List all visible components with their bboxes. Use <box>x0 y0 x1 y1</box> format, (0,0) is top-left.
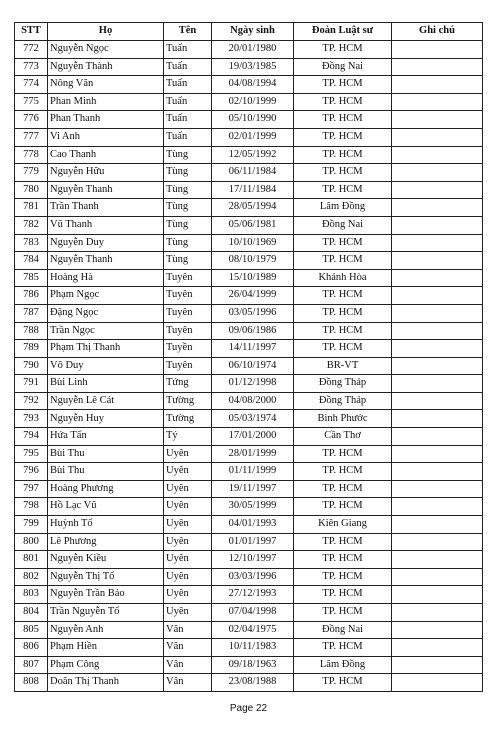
cell-stt: 801 <box>15 551 48 569</box>
cell-ho: Đặng Ngọc <box>48 304 164 322</box>
cell-ten: Vân <box>164 656 212 674</box>
cell-ten: Tuấn <box>164 128 212 146</box>
table-row <box>15 304 483 322</box>
table-row <box>15 516 483 534</box>
cell-ngay-sinh: 07/04/1998 <box>212 604 294 622</box>
table-row <box>15 656 483 674</box>
cell-ho: Lê Phương <box>48 533 164 551</box>
cell-doan-luat-su: TP. HCM <box>294 164 392 182</box>
cell-ghi-chu <box>392 639 483 657</box>
cell-ten: Vân <box>164 674 212 692</box>
cell-doan-luat-su: Khánh Hòa <box>294 269 392 287</box>
cell-doan-luat-su: TP. HCM <box>294 604 392 622</box>
table-row <box>15 445 483 463</box>
cell-ten: Uyên <box>164 445 212 463</box>
cell-ghi-chu <box>392 463 483 481</box>
cell-doan-luat-su: TP. HCM <box>294 568 392 586</box>
cell-stt: 808 <box>15 674 48 692</box>
cell-ho: Nguyễn Duy <box>48 234 164 252</box>
cell-stt: 773 <box>15 58 48 76</box>
cell-ho: Phan Minh <box>48 93 164 111</box>
cell-ten: Uyên <box>164 586 212 604</box>
cell-ghi-chu <box>392 375 483 393</box>
cell-stt: 785 <box>15 269 48 287</box>
cell-ten: Uyên <box>164 551 212 569</box>
cell-ten: Uyên <box>164 516 212 534</box>
cell-ngay-sinh: 23/08/1988 <box>212 674 294 692</box>
cell-stt: 800 <box>15 533 48 551</box>
cell-ghi-chu <box>392 181 483 199</box>
cell-stt: 772 <box>15 41 48 59</box>
cell-stt: 788 <box>15 322 48 340</box>
cell-ngay-sinh: 04/08/1994 <box>212 76 294 94</box>
cell-ten: Uyên <box>164 533 212 551</box>
table-row <box>15 375 483 393</box>
cell-stt: 787 <box>15 304 48 322</box>
cell-ghi-chu <box>392 287 483 305</box>
cell-ho: Nguyễn Thị Tố <box>48 568 164 586</box>
cell-ghi-chu <box>392 480 483 498</box>
cell-ngay-sinh: 03/03/1996 <box>212 568 294 586</box>
cell-ghi-chu <box>392 252 483 270</box>
table-row <box>15 533 483 551</box>
cell-doan-luat-su: TP. HCM <box>294 41 392 59</box>
cell-ho: Trần Thanh <box>48 199 164 217</box>
cell-ho: Nguyễn Ngọc <box>48 41 164 59</box>
cell-stt: 781 <box>15 199 48 217</box>
cell-stt: 793 <box>15 410 48 428</box>
cell-stt: 805 <box>15 621 48 639</box>
cell-ho: Hứa Tấn <box>48 428 164 446</box>
cell-ten: Tuyền <box>164 340 212 358</box>
cell-ten: Uyên <box>164 498 212 516</box>
cell-ho: Phạm Công <box>48 656 164 674</box>
cell-stt: 777 <box>15 128 48 146</box>
cell-ngay-sinh: 02/01/1999 <box>212 128 294 146</box>
header-ghi-chu: Ghi chú <box>392 23 483 41</box>
cell-ghi-chu <box>392 41 483 59</box>
cell-ho: Vũ Thanh <box>48 216 164 234</box>
table-row <box>15 480 483 498</box>
cell-doan-luat-su: TP. HCM <box>294 252 392 270</box>
cell-ten: Uyên <box>164 480 212 498</box>
cell-ten: Tuyên <box>164 304 212 322</box>
cell-ho: Nguyễn Lê Cát <box>48 392 164 410</box>
cell-ho: Nguyễn Thanh <box>48 181 164 199</box>
cell-ho: Phan Thanh <box>48 111 164 129</box>
cell-ghi-chu <box>392 216 483 234</box>
cell-doan-luat-su: TP. HCM <box>294 146 392 164</box>
cell-ho: Hoàng Phương <box>48 480 164 498</box>
cell-ngay-sinh: 06/10/1974 <box>212 357 294 375</box>
table-row <box>15 392 483 410</box>
cell-ho: Hồ Lạc Vũ <box>48 498 164 516</box>
cell-ngay-sinh: 01/11/1999 <box>212 463 294 481</box>
cell-stt: 774 <box>15 76 48 94</box>
cell-stt: 790 <box>15 357 48 375</box>
cell-stt: 796 <box>15 463 48 481</box>
cell-ngay-sinh: 17/11/1984 <box>212 181 294 199</box>
header-stt: STT <box>15 23 48 41</box>
header-ten: Tên <box>164 23 212 41</box>
cell-ho: Nguyễn Thành <box>48 58 164 76</box>
cell-doan-luat-su: TP. HCM <box>294 111 392 129</box>
cell-ghi-chu <box>392 322 483 340</box>
cell-ngay-sinh: 14/11/1997 <box>212 340 294 358</box>
table-row <box>15 357 483 375</box>
table-row <box>15 41 483 59</box>
table-row <box>15 340 483 358</box>
cell-doan-luat-su: Cần Thơ <box>294 428 392 446</box>
cell-ghi-chu <box>392 234 483 252</box>
cell-ho: Phạm Ngọc <box>48 287 164 305</box>
cell-ghi-chu <box>392 516 483 534</box>
table-row <box>15 551 483 569</box>
cell-ngay-sinh: 02/04/1975 <box>212 621 294 639</box>
cell-doan-luat-su: TP. HCM <box>294 674 392 692</box>
cell-ghi-chu <box>392 58 483 76</box>
cell-ho: Hoàng Hà <box>48 269 164 287</box>
cell-ngay-sinh: 01/01/1997 <box>212 533 294 551</box>
cell-ten: Tùng <box>164 252 212 270</box>
cell-ghi-chu <box>392 146 483 164</box>
cell-ho: Huỳnh Tố <box>48 516 164 534</box>
cell-ten: Tý <box>164 428 212 446</box>
table-row <box>15 674 483 692</box>
cell-doan-luat-su: TP. HCM <box>294 181 392 199</box>
cell-stt: 797 <box>15 480 48 498</box>
cell-stt: 799 <box>15 516 48 534</box>
cell-ngay-sinh: 04/08/2000 <box>212 392 294 410</box>
cell-ho: Bùi Thu <box>48 463 164 481</box>
cell-ngay-sinh: 19/11/1997 <box>212 480 294 498</box>
cell-stt: 783 <box>15 234 48 252</box>
cell-stt: 794 <box>15 428 48 446</box>
cell-stt: 778 <box>15 146 48 164</box>
cell-ghi-chu <box>392 410 483 428</box>
cell-ghi-chu <box>392 76 483 94</box>
cell-ten: Uyên <box>164 604 212 622</box>
table-row <box>15 199 483 217</box>
cell-stt: 806 <box>15 639 48 657</box>
cell-stt: 804 <box>15 604 48 622</box>
cell-doan-luat-su: BR-VT <box>294 357 392 375</box>
cell-ngay-sinh: 05/03/1974 <box>212 410 294 428</box>
cell-stt: 798 <box>15 498 48 516</box>
cell-ngay-sinh: 06/11/1984 <box>212 164 294 182</box>
cell-ngay-sinh: 03/05/1996 <box>212 304 294 322</box>
cell-ngay-sinh: 17/01/2000 <box>212 428 294 446</box>
header-ho: Họ <box>48 23 164 41</box>
table-row <box>15 128 483 146</box>
cell-doan-luat-su: Đồng Nai <box>294 58 392 76</box>
cell-ngay-sinh: 28/05/1994 <box>212 199 294 217</box>
cell-doan-luat-su: TP. HCM <box>294 445 392 463</box>
cell-doan-luat-su: TP. HCM <box>294 128 392 146</box>
cell-ghi-chu <box>392 357 483 375</box>
cell-ho: Phạm Thị Thanh <box>48 340 164 358</box>
cell-ten: Tuyên <box>164 357 212 375</box>
cell-ten: Tuấn <box>164 111 212 129</box>
table-row <box>15 234 483 252</box>
lawyer-roster-table <box>14 22 483 692</box>
cell-doan-luat-su: TP. HCM <box>294 480 392 498</box>
cell-doan-luat-su: Đồng Nai <box>294 216 392 234</box>
cell-doan-luat-su: Kiên Giang <box>294 516 392 534</box>
cell-ten: Tùng <box>164 181 212 199</box>
cell-ghi-chu <box>392 568 483 586</box>
cell-doan-luat-su: Lâm Đồng <box>294 199 392 217</box>
cell-doan-luat-su: TP. HCM <box>294 463 392 481</box>
table-row <box>15 93 483 111</box>
table-row <box>15 410 483 428</box>
cell-ten: Tuyên <box>164 269 212 287</box>
cell-ho: Nguyễn Huy <box>48 410 164 428</box>
table-header-row <box>15 23 483 41</box>
cell-doan-luat-su: TP. HCM <box>294 287 392 305</box>
cell-ngay-sinh: 05/10/1990 <box>212 111 294 129</box>
cell-ten: Tuấn <box>164 58 212 76</box>
cell-doan-luat-su: TP. HCM <box>294 234 392 252</box>
cell-ghi-chu <box>392 586 483 604</box>
cell-ho: Nguyễn Thanh <box>48 252 164 270</box>
cell-ho: Nguyễn Hữu <box>48 164 164 182</box>
cell-ghi-chu <box>392 621 483 639</box>
cell-ten: Tùng <box>164 234 212 252</box>
cell-ngay-sinh: 12/10/1997 <box>212 551 294 569</box>
cell-ten: Uyên <box>164 568 212 586</box>
table-row <box>15 216 483 234</box>
cell-ngay-sinh: 09/06/1986 <box>212 322 294 340</box>
cell-ngay-sinh: 08/10/1979 <box>212 252 294 270</box>
table-row <box>15 58 483 76</box>
header-ngay-sinh: Ngày sinh <box>212 23 294 41</box>
cell-doan-luat-su: TP. HCM <box>294 551 392 569</box>
cell-ho: Nguyễn Kiều <box>48 551 164 569</box>
table-row <box>15 252 483 270</box>
cell-ghi-chu <box>392 445 483 463</box>
cell-doan-luat-su: TP. HCM <box>294 533 392 551</box>
cell-ngay-sinh: 04/01/1993 <box>212 516 294 534</box>
table-row <box>15 146 483 164</box>
cell-ngay-sinh: 12/05/1992 <box>212 146 294 164</box>
cell-stt: 807 <box>15 656 48 674</box>
cell-ngay-sinh: 15/10/1989 <box>212 269 294 287</box>
cell-ngay-sinh: 10/10/1969 <box>212 234 294 252</box>
cell-ten: Tường <box>164 392 212 410</box>
cell-doan-luat-su: TP. HCM <box>294 498 392 516</box>
cell-doan-luat-su: TP. HCM <box>294 322 392 340</box>
cell-ghi-chu <box>392 551 483 569</box>
cell-ngay-sinh: 28/01/1999 <box>212 445 294 463</box>
cell-ten: Tuấn <box>164 76 212 94</box>
cell-stt: 786 <box>15 287 48 305</box>
cell-ghi-chu <box>392 533 483 551</box>
table-row <box>15 568 483 586</box>
cell-stt: 775 <box>15 93 48 111</box>
cell-ho: Nguyễn Trần Bảo <box>48 586 164 604</box>
cell-doan-luat-su: TP. HCM <box>294 93 392 111</box>
cell-doan-luat-su: Bình Phước <box>294 410 392 428</box>
cell-doan-luat-su: Lâm Đồng <box>294 656 392 674</box>
cell-ghi-chu <box>392 674 483 692</box>
cell-doan-luat-su: TP. HCM <box>294 586 392 604</box>
cell-ten: Uyên <box>164 463 212 481</box>
cell-ghi-chu <box>392 304 483 322</box>
cell-ho: Trần Ngọc <box>48 322 164 340</box>
cell-ngay-sinh: 30/05/1999 <box>212 498 294 516</box>
cell-ghi-chu <box>392 604 483 622</box>
table-row <box>15 269 483 287</box>
cell-ghi-chu <box>392 340 483 358</box>
cell-ten: Tứng <box>164 375 212 393</box>
cell-ngay-sinh: 01/12/1998 <box>212 375 294 393</box>
cell-ho: Bùi Thu <box>48 445 164 463</box>
table-row <box>15 76 483 94</box>
cell-stt: 803 <box>15 586 48 604</box>
cell-stt: 779 <box>15 164 48 182</box>
cell-ten: Tùng <box>164 164 212 182</box>
table-row <box>15 164 483 182</box>
table-row <box>15 498 483 516</box>
cell-stt: 784 <box>15 252 48 270</box>
cell-ho: Vi Anh <box>48 128 164 146</box>
cell-ghi-chu <box>392 656 483 674</box>
cell-ho: Nông Văn <box>48 76 164 94</box>
cell-ngay-sinh: 19/03/1985 <box>212 58 294 76</box>
cell-stt: 791 <box>15 375 48 393</box>
cell-doan-luat-su: Đồng Tháp <box>294 375 392 393</box>
cell-ngay-sinh: 09/18/1963 <box>212 656 294 674</box>
cell-stt: 776 <box>15 111 48 129</box>
cell-ho: Võ Duy <box>48 357 164 375</box>
cell-doan-luat-su: TP. HCM <box>294 304 392 322</box>
cell-doan-luat-su: TP. HCM <box>294 340 392 358</box>
cell-ho: Trần Nguyễn Tố <box>48 604 164 622</box>
cell-ten: Tùng <box>164 146 212 164</box>
cell-ngay-sinh: 10/11/1983 <box>212 639 294 657</box>
cell-stt: 780 <box>15 181 48 199</box>
cell-ho: Nguyễn Anh <box>48 621 164 639</box>
cell-doan-luat-su: Đồng Tháp <box>294 392 392 410</box>
cell-ten: Tuấn <box>164 41 212 59</box>
cell-ghi-chu <box>392 428 483 446</box>
cell-ho: Cao Thanh <box>48 146 164 164</box>
cell-ngay-sinh: 02/10/1999 <box>212 93 294 111</box>
cell-ghi-chu <box>392 111 483 129</box>
cell-ghi-chu <box>392 93 483 111</box>
cell-ten: Tường <box>164 410 212 428</box>
table-row <box>15 111 483 129</box>
table-row <box>15 428 483 446</box>
table-row <box>15 621 483 639</box>
table-row <box>15 322 483 340</box>
table-row <box>15 287 483 305</box>
cell-ten: Tùng <box>164 199 212 217</box>
cell-ho: Phạm Hiền <box>48 639 164 657</box>
cell-ho: Bùi Linh <box>48 375 164 393</box>
cell-ghi-chu <box>392 199 483 217</box>
cell-ghi-chu <box>392 269 483 287</box>
cell-ten: Tuyên <box>164 322 212 340</box>
cell-ho: Doãn Thị Thanh <box>48 674 164 692</box>
cell-ngay-sinh: 27/12/1993 <box>212 586 294 604</box>
cell-doan-luat-su: TP. HCM <box>294 639 392 657</box>
cell-ghi-chu <box>392 128 483 146</box>
cell-stt: 802 <box>15 568 48 586</box>
cell-ten: Tuấn <box>164 93 212 111</box>
cell-stt: 789 <box>15 340 48 358</box>
cell-ten: Văn <box>164 621 212 639</box>
table-row <box>15 463 483 481</box>
cell-ghi-chu <box>392 164 483 182</box>
cell-stt: 792 <box>15 392 48 410</box>
header-doan-luat-su: Đoàn Luật sư <box>294 23 392 41</box>
cell-ngay-sinh: 05/06/1981 <box>212 216 294 234</box>
table-row <box>15 604 483 622</box>
cell-doan-luat-su: TP. HCM <box>294 76 392 94</box>
cell-ten: Tuyên <box>164 287 212 305</box>
cell-doan-luat-su: Đồng Nai <box>294 621 392 639</box>
cell-ngay-sinh: 26/04/1999 <box>212 287 294 305</box>
cell-ten: Tùng <box>164 216 212 234</box>
cell-ghi-chu <box>392 392 483 410</box>
table-row <box>15 586 483 604</box>
cell-stt: 782 <box>15 216 48 234</box>
cell-ten: Văn <box>164 639 212 657</box>
cell-ngay-sinh: 20/01/1980 <box>212 41 294 59</box>
cell-ghi-chu <box>392 498 483 516</box>
cell-stt: 795 <box>15 445 48 463</box>
table-row <box>15 181 483 199</box>
table-body <box>15 41 483 692</box>
page-number: Page 22 <box>229 703 268 714</box>
table-row <box>15 639 483 657</box>
